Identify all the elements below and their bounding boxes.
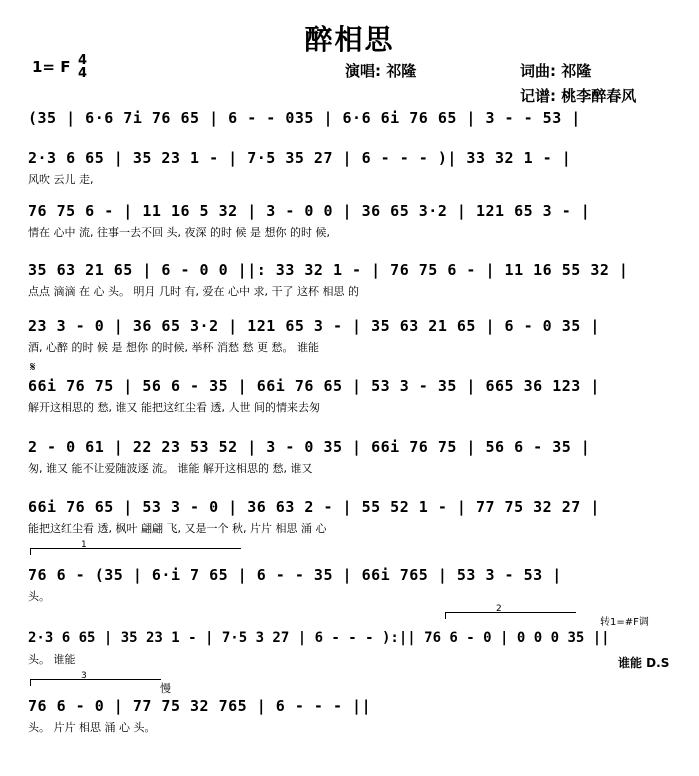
notation-line: 76 75 6 - | 11 16 5 32 | 3 - 0 0 | 36 65 3·2 | 121 65 3 - | xyxy=(28,202,591,220)
meter-bottom: 4 xyxy=(78,66,88,81)
volta-1 xyxy=(30,540,241,555)
volta-1-number: 1 xyxy=(81,540,87,550)
composer-credit: 词曲: 祁隆 xyxy=(520,62,592,80)
notation-line: 23 3 - 0 | 36 65 3·2 | 121 65 3 - | 35 63 21 65 | 6 - 0 35 | xyxy=(28,317,600,335)
volta-3 xyxy=(30,671,161,686)
lyric-line: 点点 滴滴 在 心 头。 明月 几时 有, 爱在 心中 求, 干了 这杯 相思 的 xyxy=(28,285,359,298)
ds-mark: 谁能 D.S xyxy=(618,656,670,670)
notation-line: 35 63 21 65 | 6 - 0 0 ||: 33 32 1 - | 76 75 6 - | 11 16 55 32 | xyxy=(28,261,629,279)
notation-line: 66i 76 65 | 53 3 - 0 | 36 63 2 - | 55 52 1 - | 77 75 32 27 | xyxy=(28,498,600,516)
modulation-note: 转1=#F调 xyxy=(600,617,649,628)
volta-2-number: 2 xyxy=(496,604,502,614)
lyric-line: 酒, 心醉 的时 候 是 想你 的时候, 举杯 消愁 愁 更 愁。 谁能 xyxy=(28,341,319,354)
lyric-line: 情在 心中 流, 往事一去不回 头, 夜深 的时 候 是 想你 的时 候, xyxy=(28,226,330,239)
lyric-line: 头。 谁能 xyxy=(28,653,76,666)
notation-line: (35 | 6·6 7i 76 65 | 6 - - 035 | 6·6 6i 76 65 | 3 - - 53 | xyxy=(28,109,581,127)
notation-line: 66i 76 75 | 56 6 - 35 | 66i 76 65 | 53 3 - 35 | 665 36 123 | xyxy=(28,377,600,395)
time-signature xyxy=(78,54,87,80)
lyric-line: 头。 xyxy=(28,590,50,603)
slow-marking: 慢 xyxy=(160,682,171,695)
notation-line: 76 6 - 0 | 77 75 32 765 | 6 - - - || xyxy=(28,697,372,715)
page-title: 醉相思 xyxy=(304,23,395,56)
volta-3-number: 3 xyxy=(81,671,87,681)
notation-line: 2 - 0 61 | 22 23 53 52 | 3 - 0 35 | 66i 76 75 | 56 6 - 35 | xyxy=(28,438,591,456)
notation-line: 76 6 - (35 | 6·i 7 65 | 6 - - 35 | 66i 765 | 53 3 - 53 | xyxy=(28,566,562,584)
segno-mark: 𝄋 xyxy=(30,360,36,375)
notation-line: 2·3 6 65 | 35 23 1 - | 7·5 3 27 | 6 - - - ):|| 76 6 - 0 | 0 0 0 35 || xyxy=(28,630,610,646)
meter-top: 4 xyxy=(78,53,88,68)
volta-2 xyxy=(445,604,576,619)
notation-line: 2·3 6 65 | 35 23 1 - | 7·5 35 27 | 6 - - - )| 33 32 1 - | xyxy=(28,149,572,167)
key-signature: 1= F xyxy=(32,58,71,76)
singer-credit: 演唱: 祁隆 xyxy=(345,62,417,80)
lyric-line: 能把这红尘看 透, 枫叶 翩翩 飞, 又是一个 秋, 片片 相思 涌 心 xyxy=(28,522,327,535)
lyric-line: 匆, 谁又 能不让爱随波逐 流。 谁能 解开这相思的 愁, 谁又 xyxy=(28,462,313,475)
transcriber-credit: 记谱: 桃李醉春风 xyxy=(520,87,637,105)
lyric-line: 解开这相思的 愁, 谁又 能把这红尘看 透, 人世 间的情来去匆 xyxy=(28,401,320,414)
lyric-line: 头。 片片 相思 涌 心 头。 xyxy=(28,721,156,734)
lyric-line: 风吹 云儿 走, xyxy=(28,173,94,186)
